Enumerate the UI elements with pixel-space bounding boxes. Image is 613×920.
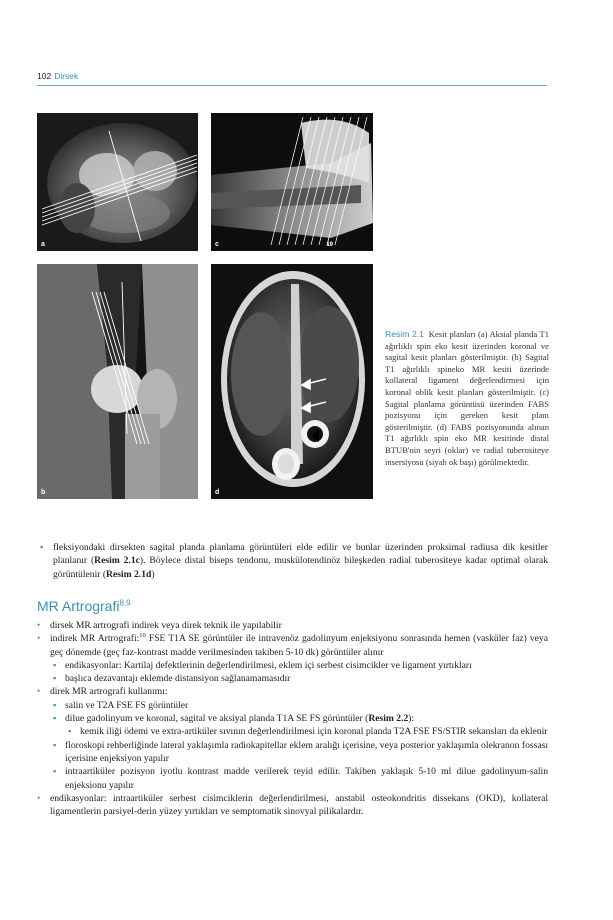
mri-panel-b (37, 264, 198, 499)
panel-slice-number: 19 (326, 242, 333, 248)
caption-text: Kesit planları (a) Aksial planda T1 ağırlıklı spin eko kesit üzerinden koronal ve sagital kesit planları gösterilmiştir. (b) Sagital T1 ağırlıklı spineko MR kesiti üzerinde kollateral ligament değerlendirmesi için koronal oblik kesit planları gösterilmiştir. (c) Sagital planlama görüntüsü üzerinden FABS pozisyonu için gereken kesit planı gösterilmiştir. (d) FABS pozisyonunda alınan T1 ağırlıklı spin eko MR kesitinde distal BTUB'nin seyri (oklar) ve radial tuberositeye insersiyosu (siyah ok başı) görülmektedir. (385, 329, 550, 467)
section-heading: MR Artrografi$^{8,9}$ (37, 598, 131, 614)
page-number: 102 (37, 71, 52, 81)
intro-bullet-block (37, 541, 548, 581)
mri-panel-c (211, 113, 373, 251)
figure-reference: Resim 2.1c (94, 555, 140, 567)
panel-label-a: a (41, 241, 45, 248)
bullet-icon: ▪ (53, 766, 57, 777)
list-item: • endikasyonlar: intraartiküler serbest cisimciklerin değerlendirilmesi, anstabil osteokondritis dissekans (OKD), kollateral ligamentlerin parsiyel-derin yüzey yırtıkları ve semptomatik sinovyal pilikalardır. (37, 792, 548, 818)
panel-label-c: c (215, 241, 219, 248)
list-item: ▪ fleksiyondaki dirsekten sagital planda planlama görüntüleri elde edilir ve bunlar üzerinden proksimal radiusa dik kesitler planlanır (Resim 2.1c). Böylece distal biseps tendonu, muskülotendinöz bileşkeden radial tuberositeye kadar optimal olarak görüntülenir (Resim 2.1d) (40, 542, 548, 580)
panel-label-b: b (41, 489, 46, 496)
list-item: ▪ başlıca dezavantajı eklemde distansiyon sağlanamamasıdır (53, 673, 291, 685)
bullet-icon: ▪ (53, 699, 57, 710)
list-item: ▪ floroskopi rehberliğinde lateral yaklaşımla radiokapitellar eklem aralığı içerisine, veya posterior yaklaşımla olekranon fossası içerisine enjeksiyon yapılır (53, 739, 548, 764)
mri-panel-a (37, 113, 198, 251)
bullet-icon: • (37, 620, 41, 630)
bullet-icon: • (37, 633, 41, 644)
bullet-icon: ▪ (40, 542, 44, 552)
list-item: ▪ endikasyonlar: Kartilaj defektlerinin değerlendirilmesi, eklem içi serbest cisimcikler ve ligament yırtıkları (53, 659, 472, 671)
header-rule (37, 85, 547, 86)
bullet-icon: ▪ (68, 726, 72, 737)
bullet-icon: • (37, 686, 41, 697)
figure-reference: Resim 2.1d (106, 568, 152, 580)
bullet-icon: ▪ (53, 739, 57, 750)
bullet-icon: • (37, 792, 41, 803)
list-item: • direk MR artrografi kullanımı: (37, 686, 168, 698)
list-item: ▪ salin ve T2A FSE FS görüntüler (53, 699, 189, 711)
list-item: ▪ dilue gadolinyum ve koronal, sagital ve aksiyal planda T1A SE FS görüntüler (Resim 2.2): (53, 713, 415, 725)
list-item: • dirsek MR artrografi indirek veya direk teknik ile yapılabilir (37, 620, 282, 631)
heading-references: 8,9 (119, 598, 131, 608)
bullet-list (37, 619, 548, 818)
list-item: ▪ intraartiküler pozisyon iyotlu kontrast madde verilerek teyid edilir. Takiben yaklaşık 5-10 ml dilue gadolinyum-salin enjeksionu yapılır (53, 766, 548, 791)
chapter-name: Dirsek (54, 71, 79, 81)
list-item: ▪ kemik iliği ödemi ve extra-artiküler sıvının değerlendirilmesi için koronal planda T2A FSE FS/STIR sekansları da eklenir (68, 726, 548, 738)
bullet-icon: ▪ (53, 713, 57, 724)
mri-panel-d (211, 264, 373, 499)
bullet-icon: ▪ (53, 659, 57, 670)
bullet-icon: ▪ (53, 673, 57, 684)
list-item: • indirek MR Artrografi:$^{10}$ FSE T1A SE görüntüler ile intravenöz gadolinyum enjeksiyonu sonrasında hemen (vasküler faz) veya geç dönemde (geç faz-kontrast madde verilmesinden takiben 5-10 dk) görüntüler alınır (37, 632, 548, 658)
caption-title: Resim 2.1 (385, 329, 424, 339)
figure-reference: Resim 2.2 (368, 713, 409, 725)
figure-caption (385, 329, 549, 468)
panel-label-d: d (215, 489, 220, 496)
